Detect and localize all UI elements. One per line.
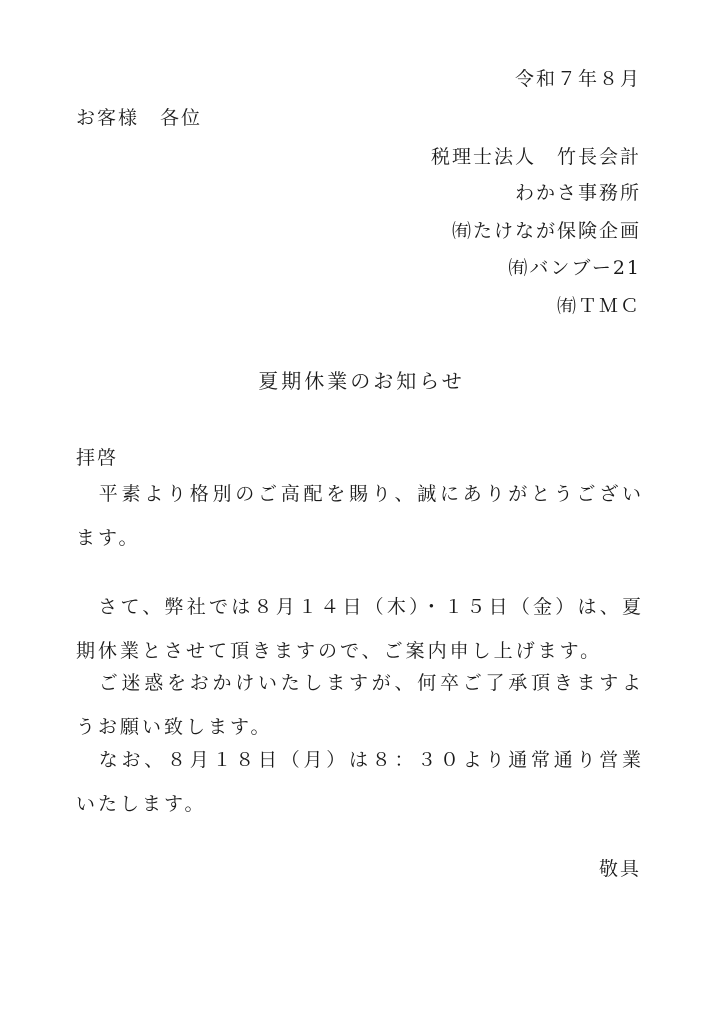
closing-salutation: 敬具: [598, 858, 641, 880]
sender-line: ㈲たけなが保険企画: [451, 220, 641, 242]
body-paragraph: さて、弊社では８月１４日（木）・１５日（金）は、夏期休業とさせて頂きますので、ご案内申し上げます。: [76, 596, 644, 662]
date-line: 令和７年８月: [514, 68, 641, 90]
body-paragraph: ご迷惑をおかけいたしますが、何卒ご了承頂きますようお願い致します。: [76, 672, 644, 738]
body-paragraph: 平素より格別のご高配を賜り、誠にありがとうございます。: [76, 483, 644, 549]
document-title: 夏期休業のお知らせ: [258, 369, 465, 393]
sender-line: ㈲ＴＭＣ: [556, 295, 641, 317]
body-paragraph: なお、８月１８日（月）は８：３０より通常通り営業いたします。: [76, 749, 644, 815]
sender-line: わかさ事務所: [514, 182, 641, 204]
recipient-line: お客様 各位: [76, 107, 203, 129]
opening-salutation: 拝啓: [76, 447, 119, 469]
sender-line: 税理士法人 竹長会計: [430, 146, 641, 168]
sender-line: ㈲バンブー21: [508, 257, 641, 279]
